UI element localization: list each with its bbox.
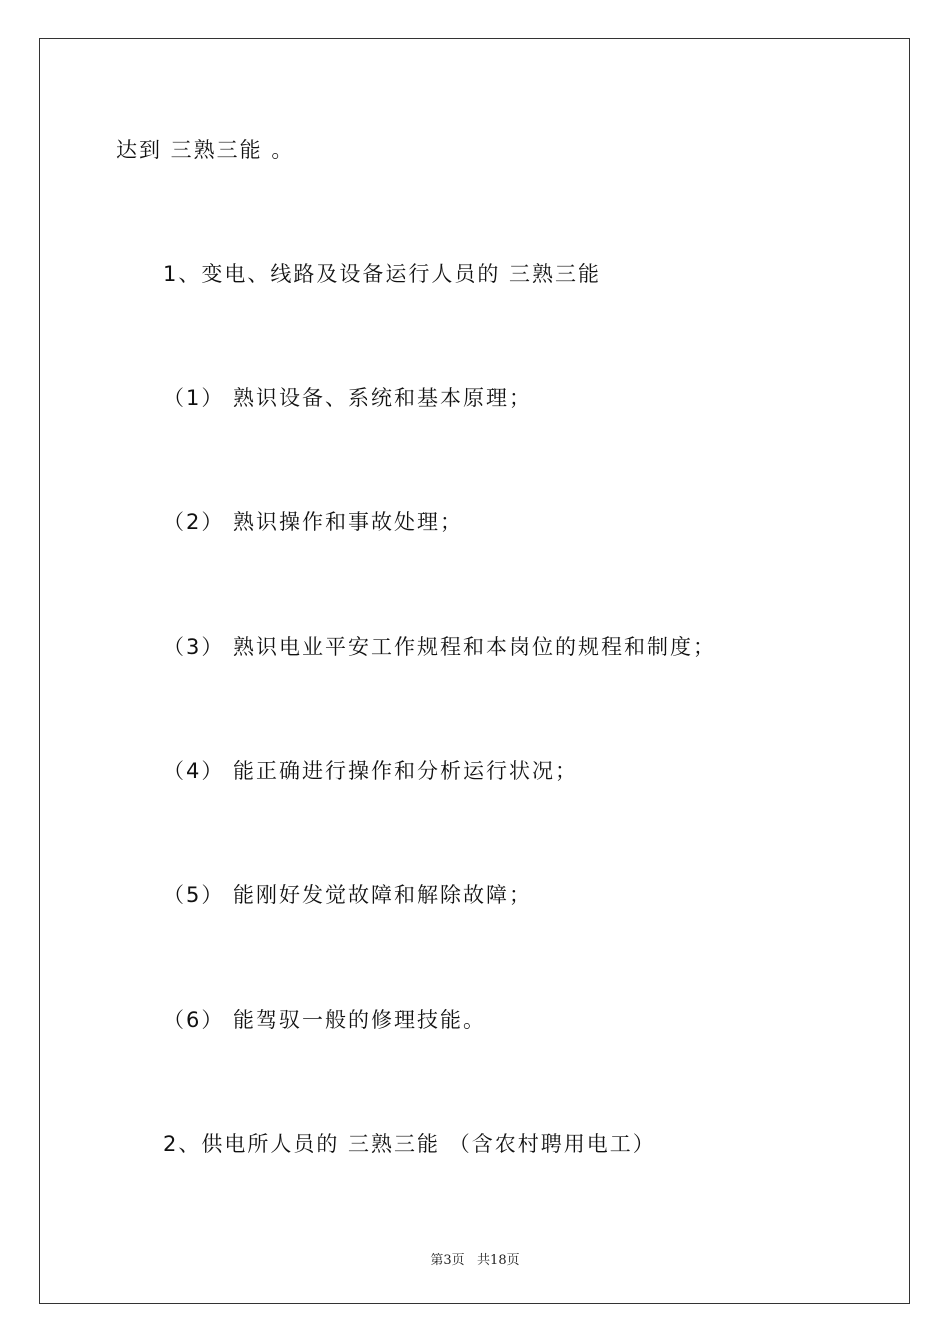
section-heading-2: 2、供电所人员的 三熟三能 （含农村聘用电工） — [163, 1132, 656, 1156]
page-border — [39, 38, 910, 1304]
intro-line: 达到 三熟三能 。 — [116, 138, 295, 162]
list-item-2: （2） 熟识操作和事故处理； — [163, 510, 464, 534]
section-heading-1: 1、变电、线路及设备运行人员的 三熟三能 — [163, 262, 602, 286]
list-item-4: （4） 能正确进行操作和分析运行状况； — [163, 759, 579, 783]
list-item-1: （1） 熟识设备、系统和基本原理； — [163, 386, 533, 410]
list-item-5: （5） 能刚好发觉故障和解除故障； — [163, 883, 533, 907]
list-item-6: （6） 能驾驭一般的修理技能。 — [163, 1008, 487, 1032]
list-item-3: （3） 熟识电业平安工作规程和本岗位的规程和制度； — [163, 635, 717, 659]
page-number-footer: 第3页 共18页 — [430, 1253, 520, 1268]
